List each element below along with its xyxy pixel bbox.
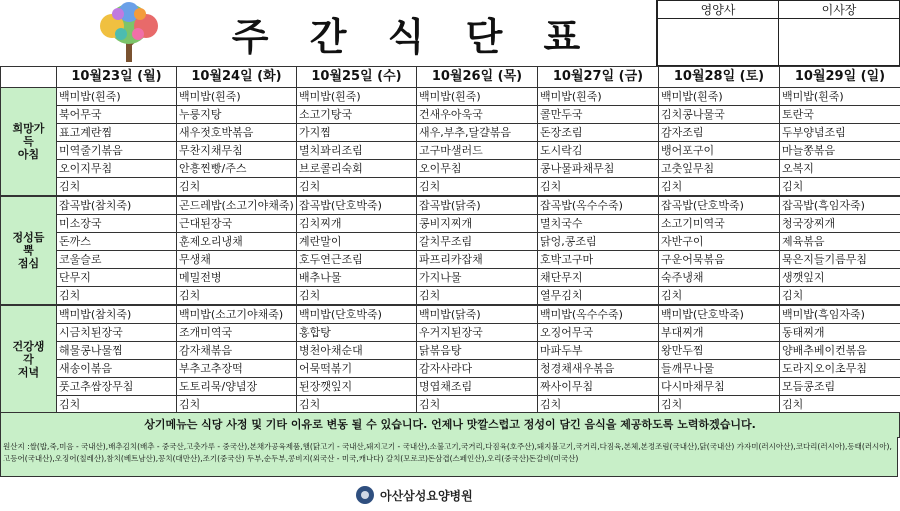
- menu-row: [1, 178, 900, 197]
- menu-item: 배추나물: [297, 269, 417, 287]
- menu-item: 갈치무조림: [417, 233, 538, 251]
- menu-row: [1, 251, 900, 269]
- menu-item: 도시락김: [538, 142, 659, 160]
- menu-item: 오복지: [780, 160, 900, 178]
- menu-item: 청국장찌개: [780, 215, 900, 233]
- menu-item: 소고기미역국: [659, 215, 780, 233]
- menu-item: 뱅어포구이: [659, 142, 780, 160]
- menu-item: 병천아채순대: [297, 342, 417, 360]
- corner-cell: [1, 67, 57, 88]
- menu-item: 호두연근조림: [297, 251, 417, 269]
- menu-item: 콩비지찌개: [417, 215, 538, 233]
- menu-item: 조개미역국: [177, 324, 297, 342]
- menu-item: 백미밥(흰죽): [659, 88, 780, 106]
- menu-row: [1, 196, 900, 215]
- menu-item: 구운어묵볶음: [659, 251, 780, 269]
- menu-row: [1, 124, 900, 142]
- meal-label-dinner: [1, 305, 57, 414]
- hospital-footer: [356, 484, 473, 506]
- meal-label-line: 건강생: [12, 340, 45, 353]
- menu-item: 다시마채무침: [659, 378, 780, 396]
- menu-item: 북어무국: [57, 106, 177, 124]
- menu-item: 모듬콩조림: [780, 378, 900, 396]
- sign-slot-dietitian: [658, 19, 779, 66]
- menu-row: [1, 378, 900, 396]
- day-header: 10월29일 (일): [780, 67, 900, 88]
- meal-label-line: 뿍: [23, 244, 34, 257]
- menu-item: 김치: [417, 178, 538, 197]
- menu-item: 채단무지: [538, 269, 659, 287]
- day-header: 10월27일 (금): [538, 67, 659, 88]
- meal-label-line: 희망가: [12, 122, 45, 135]
- menu-item: 열무김치: [538, 287, 659, 306]
- meal-label-line: 득: [23, 135, 34, 148]
- menu-item: 백미밥(흰죽): [177, 88, 297, 106]
- day-header: 10월24일 (화): [177, 67, 297, 88]
- menu-row: [1, 142, 900, 160]
- menu-item: 시금치된장국: [57, 324, 177, 342]
- menu-item: 곤드레밥(소고기야채죽): [177, 196, 297, 215]
- menu-item: 잡곡밥(단호박죽): [297, 196, 417, 215]
- sign-label-chairman: 이사장: [779, 1, 900, 19]
- sign-slot-chairman: [779, 19, 900, 66]
- menu-item: 김치: [780, 287, 900, 306]
- menu-item: 자반구이: [659, 233, 780, 251]
- meal-label-line: 저녁: [17, 366, 40, 379]
- meal-label-line: 각: [23, 353, 34, 366]
- menu-item: 마파두부: [538, 342, 659, 360]
- menu-row: [1, 160, 900, 178]
- menu-item: 백미밥(흰죽): [417, 88, 538, 106]
- day-header: 10월23일 (월): [57, 67, 177, 88]
- menu-row: [1, 106, 900, 124]
- menu-item: 김치: [297, 396, 417, 414]
- menu-item: 단무지: [57, 269, 177, 287]
- menu-item: 김치: [538, 396, 659, 414]
- menu-row: [1, 360, 900, 378]
- menu-item: 짜사이무침: [538, 378, 659, 396]
- menu-item: 콜만두국: [538, 106, 659, 124]
- menu-item: 홍합탕: [297, 324, 417, 342]
- menu-item: 마늘쫑볶음: [780, 142, 900, 160]
- menu-item: 무찬지채무침: [177, 142, 297, 160]
- menu-item: 소고기탕국: [297, 106, 417, 124]
- menu-item: 백미밥(단호박죽): [297, 305, 417, 324]
- menu-item: 훈제오리냉채: [177, 233, 297, 251]
- sign-label-dietitian: 영양사: [658, 1, 779, 19]
- menu-row: [1, 215, 900, 233]
- menu-item: 김치: [659, 287, 780, 306]
- menu-item: 고춧잎무침: [659, 160, 780, 178]
- weekly-menu-table: [0, 66, 900, 414]
- day-header-row: [1, 67, 900, 88]
- menu-item: 김치: [57, 396, 177, 414]
- menu-item: 백미밥(단호박죽): [659, 305, 780, 324]
- meal-label-line: 정성듬: [12, 231, 45, 244]
- menu-item: 백미밥(흑임자죽): [780, 305, 900, 324]
- menu-row: [1, 342, 900, 360]
- menu-row: [1, 88, 900, 106]
- menu-row: [1, 305, 900, 324]
- menu-item: 오징어무국: [538, 324, 659, 342]
- menu-item: 김치: [417, 396, 538, 414]
- menu-item: 감자조림: [659, 124, 780, 142]
- menu-item: 닭볶음탕: [417, 342, 538, 360]
- menu-item: 김치찌개: [297, 215, 417, 233]
- menu-item: 어묵떡볶기: [297, 360, 417, 378]
- menu-item: 백미밥(흰죽): [780, 88, 900, 106]
- menu-row: [1, 396, 900, 414]
- menu-item: 잡곡밥(흑임자죽): [780, 196, 900, 215]
- menu-item: 새우젓호박볶음: [177, 124, 297, 142]
- menu-item: 된장깻잎지: [297, 378, 417, 396]
- menu-item: 가지찜: [297, 124, 417, 142]
- menu-item: 김치: [57, 287, 177, 306]
- ingredient-origin-note: 원산지 :쌀(밥,죽,미음 - 국내산),배추김치(배추 - 중국산,고춧가루 - 중국산),본채가공육제품,햄(닭고기 - 국내산,돼지고기 - 국내산),소불고기,국거리,다짐육(호주산),돼지불고기,국거리,다짐육,본체,본정조림(국내산),닭(국내산) 가자미(러시아산),코다리(러시아),동태(러시아),고등어(국내산),오징어(칠레산),참치(베트남산),꽁치(대만산),조기(중국산) 두부,순두부,콩비지(외국산 - 미국,캐나다) 갈치(모로코)돈삼겹(스페인산),오리(중국산)돈갈비(미국산): [0, 437, 898, 477]
- menu-item: 메밀전병: [177, 269, 297, 287]
- menu-item: 백미밥(소고기야채죽): [177, 305, 297, 324]
- menu-item: 멸치국수: [538, 215, 659, 233]
- menu-item: 두부양념조림: [780, 124, 900, 142]
- menu-item: 백미밥(옥수수죽): [538, 305, 659, 324]
- menu-item: 묵은지들기름무침: [780, 251, 900, 269]
- menu-item: 안흥찐빵/주스: [177, 160, 297, 178]
- menu-item: 김치: [177, 178, 297, 197]
- menu-item: 김치: [177, 396, 297, 414]
- menu-row: [1, 287, 900, 306]
- menu-item: 잡곡밥(참치죽): [57, 196, 177, 215]
- menu-item: 김치: [659, 178, 780, 197]
- menu-item: 김치: [538, 178, 659, 197]
- menu-item: 풋고추쌈장무침: [57, 378, 177, 396]
- menu-item: 건새우아욱국: [417, 106, 538, 124]
- menu-item: 부대찌개: [659, 324, 780, 342]
- menu-item: 코울슬로: [57, 251, 177, 269]
- menu-item: 백미밥(흰죽): [57, 88, 177, 106]
- menu-item: 김치: [57, 178, 177, 197]
- menu-item: 김치: [659, 396, 780, 414]
- menu-item: 부추고추장떡: [177, 360, 297, 378]
- menu-item: 도라지오이초무침: [780, 360, 900, 378]
- day-header: 10월28일 (토): [659, 67, 780, 88]
- menu-item: 미소장국: [57, 215, 177, 233]
- menu-item: 김치: [297, 287, 417, 306]
- meal-label-breakfast: [1, 88, 57, 197]
- menu-row: [1, 324, 900, 342]
- menu-item: 오이지무침: [57, 160, 177, 178]
- menu-item: 김치: [780, 178, 900, 197]
- menu-item: 해물콩나물찜: [57, 342, 177, 360]
- approval-box: [656, 0, 900, 66]
- hospital-emblem-icon: [356, 486, 374, 504]
- menu-item: 토란국: [780, 106, 900, 124]
- menu-item: 김치: [297, 178, 417, 197]
- meal-label-line: 점심: [17, 257, 40, 270]
- menu-item: 감자사라다: [417, 360, 538, 378]
- menu-item: 청경채새우볶음: [538, 360, 659, 378]
- menu-item: 닭엉,콩조림: [538, 233, 659, 251]
- day-header: 10월25일 (수): [297, 67, 417, 88]
- menu-item: 숙주냉채: [659, 269, 780, 287]
- meal-label-line: 아침: [17, 148, 40, 161]
- menu-item: 김치: [780, 396, 900, 414]
- menu-item: 브로콜리숙회: [297, 160, 417, 178]
- menu-item: 생깻잎지: [780, 269, 900, 287]
- menu-item: 콩나물파채무침: [538, 160, 659, 178]
- menu-item: 백미밥(참치죽): [57, 305, 177, 324]
- menu-item: 근대된장국: [177, 215, 297, 233]
- menu-item: 파프리카잡채: [417, 251, 538, 269]
- menu-item: 우거지된장국: [417, 324, 538, 342]
- menu-item: 계란말이: [297, 233, 417, 251]
- menu-item: 고구마샐러드: [417, 142, 538, 160]
- menu-item: 백미밥(흰죽): [297, 88, 417, 106]
- menu-item: 멸치꽈리조림: [297, 142, 417, 160]
- menu-item: 누룽지탕: [177, 106, 297, 124]
- menu-item: 가지나물: [417, 269, 538, 287]
- menu-item: 백미밥(닭죽): [417, 305, 538, 324]
- menu-item: 왕만두찜: [659, 342, 780, 360]
- menu-item: 잡곡밥(단호박죽): [659, 196, 780, 215]
- menu-item: 잡곡밥(옥수수죽): [538, 196, 659, 215]
- menu-item: 동태찌개: [780, 324, 900, 342]
- menu-item: 도토리묵/양념장: [177, 378, 297, 396]
- menu-item: 새우,부추,달걀볶음: [417, 124, 538, 142]
- menu-item: 오이무침: [417, 160, 538, 178]
- menu-item: 호박고구마: [538, 251, 659, 269]
- day-header: 10월26일 (목): [417, 67, 538, 88]
- menu-item: 김치: [177, 287, 297, 306]
- menu-item: 표고계란찜: [57, 124, 177, 142]
- menu-item: 돈장조림: [538, 124, 659, 142]
- menu-item: 잡곡밥(닭죽): [417, 196, 538, 215]
- menu-item: 돈까스: [57, 233, 177, 251]
- meal-label-lunch: [1, 196, 57, 305]
- menu-item: 들깨무나물: [659, 360, 780, 378]
- menu-item: 김치콩나물국: [659, 106, 780, 124]
- menu-item: 김치: [417, 287, 538, 306]
- tree-logo-icon: [88, 2, 170, 64]
- menu-item: 제육볶음: [780, 233, 900, 251]
- menu-item: 무생채: [177, 251, 297, 269]
- hospital-name: 아산삼성요양병원: [380, 488, 473, 503]
- page-title: 주 간 식 단 표: [231, 14, 595, 59]
- menu-item: 감자채볶음: [177, 342, 297, 360]
- menu-item: 새송이볶음: [57, 360, 177, 378]
- menu-row: [1, 269, 900, 287]
- menu-row: [1, 233, 900, 251]
- menu-change-notice: 상기메뉴는 식당 사정 및 기타 이유로 변동 될 수 있습니다. 언제나 맛깔스럽고 정성이 담긴 음식을 제공하도록 노력하겠습니다.: [0, 412, 900, 438]
- menu-item: 양배추베이컨볶음: [780, 342, 900, 360]
- menu-item: 미역줄기볶음: [57, 142, 177, 160]
- menu-item: 백미밥(흰죽): [538, 88, 659, 106]
- menu-item: 명엽채조림: [417, 378, 538, 396]
